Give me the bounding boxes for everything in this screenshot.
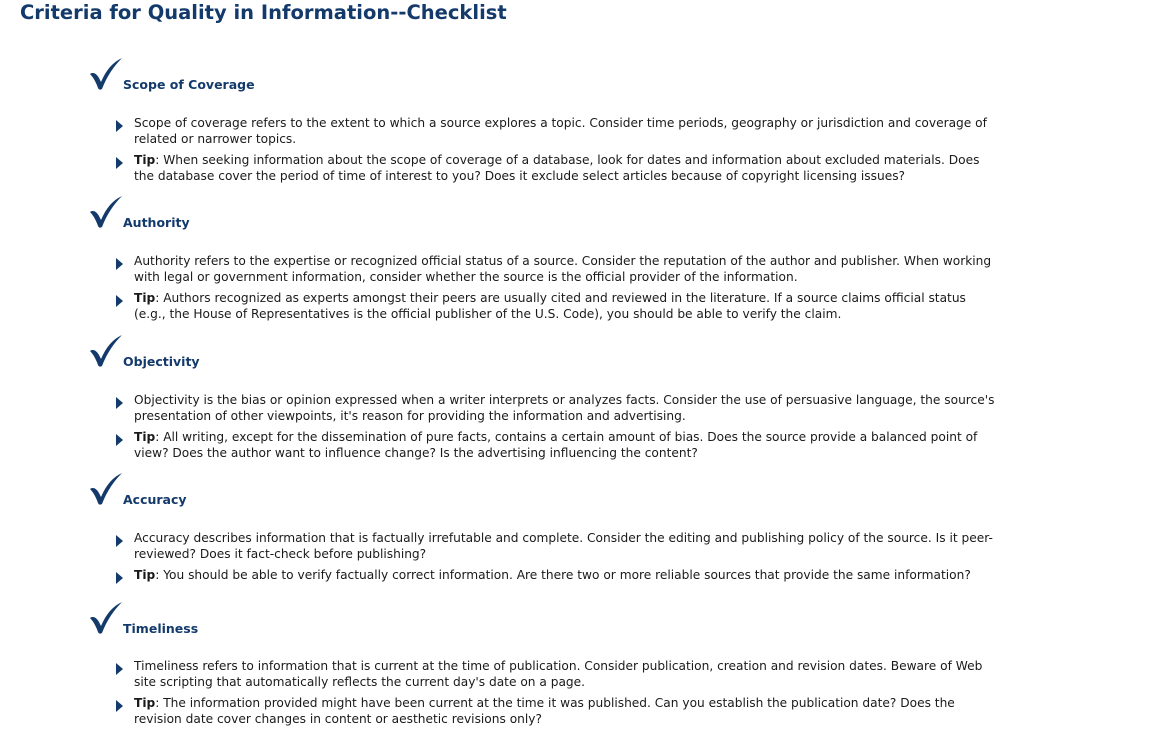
description-text: Scope of coverage refers to the extent to which a source explores a topic. Consider time periods, geography or jurisdiction and coverage of related or narrower topics. — [134, 116, 987, 146]
tip-label: Tip — [134, 568, 156, 582]
checkmark-icon — [88, 471, 124, 507]
tip-text — [134, 290, 996, 322]
tip-label: Tip — [134, 291, 156, 305]
triangle-bullet-icon — [116, 397, 123, 409]
checkmark-icon — [88, 194, 124, 230]
tip-text — [134, 152, 996, 184]
tip-label: Tip — [134, 696, 156, 710]
tip-body: : Authors recognized as experts amongst their peers are usually cited and reviewed in the literature. If a source claims official status (e.g., the House of Representatives is the official publisher of the U.S. Code), you should be able to verify the claim. — [134, 291, 966, 321]
triangle-bullet-icon — [116, 700, 123, 712]
triangle-bullet-icon — [116, 572, 123, 584]
tip-body: : You should be able to verify factually correct information. Are there two or more reliable sources that provide the same information? — [155, 568, 971, 582]
section-heading: Authority — [123, 215, 190, 230]
tip-body: : When seeking information about the scope of coverage of a database, look for dates and information about excluded materials. Does the database cover the period of time of interest to you? Does it exclude select articles because of copyright licensing issues? — [134, 153, 980, 183]
section-heading: Accuracy — [123, 492, 187, 507]
tip-label: Tip — [134, 430, 156, 444]
tip-body: : The information provided might have been current at the time it was published. Can you establish the publication date? Does the revision date cover changes in content or aesthetic revisions only? — [134, 696, 955, 726]
description-text: Timeliness refers to information that is current at the time of publication. Consider publication, creation and revision dates. Beware of Web site scripting that automatically reflects the current day's date on a page. — [134, 659, 983, 689]
tip-text — [134, 429, 996, 461]
triangle-bullet-icon — [116, 258, 123, 270]
description-text: Authority refers to the expertise or recognized official status of a source. Consider the reputation of the author and publisher. When working with legal or government information, consider whether the source is the official provider of the information. — [134, 254, 992, 284]
triangle-bullet-icon — [116, 535, 123, 547]
triangle-bullet-icon — [116, 295, 123, 307]
triangle-bullet-icon — [116, 157, 123, 169]
section-heading: Scope of Coverage — [123, 77, 255, 92]
description-text: Objectivity is the bias or opinion expressed when a writer interprets or analyzes facts. Consider the use of persuasive language, the source's presentation of other viewpoints, it's reason for providing the information and advertising. — [134, 393, 995, 423]
checkmark-icon — [88, 56, 124, 92]
triangle-bullet-icon — [116, 663, 123, 675]
tip-label: Tip — [134, 153, 156, 167]
tip-text — [134, 695, 996, 727]
triangle-bullet-icon — [116, 434, 123, 446]
checkmark-icon — [88, 333, 124, 369]
tip-text — [134, 567, 996, 583]
triangle-bullet-icon — [116, 120, 123, 132]
checkmark-icon — [88, 600, 124, 636]
tip-body: : All writing, except for the dissemination of pure facts, contains a certain amount of bias. Does the source provide a balanced point of view? Does the author want to influence change? Is the advertising influencing the content? — [134, 430, 978, 460]
description-text: Accuracy describes information that is factually irrefutable and complete. Consider the editing and publishing policy of the source. Is it peer-reviewed? Does it fact-check before publishing? — [134, 531, 993, 561]
section-heading: Timeliness — [123, 621, 199, 636]
page-title: Criteria for Quality in Information--Checklist — [20, 1, 507, 24]
section-heading: Objectivity — [123, 354, 200, 369]
